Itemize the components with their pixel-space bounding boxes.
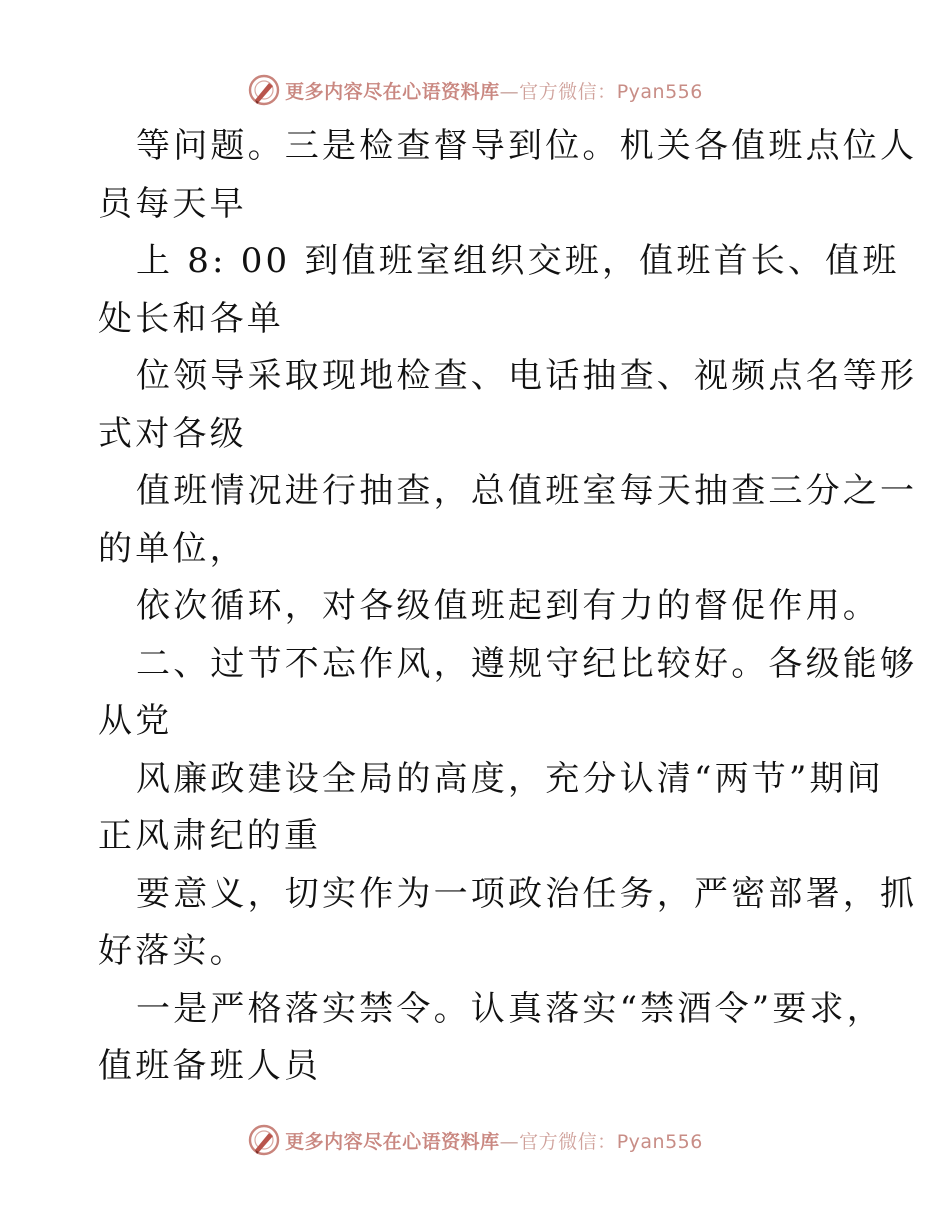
paragraph-line: 从党 (98, 701, 173, 741)
paragraph-7 (98, 751, 884, 866)
watermark-separator: — (499, 1130, 520, 1153)
header-watermark (0, 70, 950, 110)
paragraph-2 (98, 233, 900, 348)
watermark-label: 官方微信： (519, 1130, 617, 1153)
watermark-text (285, 1127, 703, 1154)
watermark-text (285, 77, 703, 104)
paragraph-line: 风廉政建设全局的高度，充分认清“两节”期间 (136, 758, 884, 799)
paragraph-line: 好落实。 (98, 931, 247, 971)
paragraph-line: 正风肃纪的重 (98, 816, 322, 856)
watermark-brand: 更多内容尽在心语资料库 (285, 80, 500, 103)
paragraph-line: 依次循环，对各级值班起到有力的督促作用。 (136, 586, 880, 626)
paragraph-line: 二、过节不忘作风，遵规守纪比较好。各级能够 (136, 643, 918, 684)
pen-logo-icon (247, 73, 281, 107)
paragraph-line: 上 8: 00 到值班室组织交班，值班首长、值班 (136, 241, 900, 281)
paragraph-5 (98, 578, 880, 636)
paragraph-line: 值班情况进行抽查，总值班室每天抽查三分之一 (136, 471, 918, 511)
paragraph-8 (98, 866, 918, 981)
paragraph-4 (98, 463, 918, 578)
paragraph-1 (98, 118, 918, 233)
watermark-account: Pyan556 (616, 80, 703, 103)
paragraph-line: 等问题。三是检查督导到位。机关各值班点位人 (136, 126, 918, 166)
watermark-brand: 更多内容尽在心语资料库 (285, 1130, 500, 1153)
footer-watermark (0, 1120, 950, 1160)
paragraph-line: 处长和各单 (98, 298, 284, 339)
paragraph-line: 员每天早 (98, 183, 247, 224)
watermark-separator: — (499, 80, 520, 103)
paragraph-line: 要意义，切实作为一项政治任务，严密部署，抓 (136, 873, 918, 914)
paragraph-line: 式对各级 (98, 413, 247, 454)
document-body (98, 118, 918, 1096)
paragraph-6 (98, 636, 918, 751)
paragraph-line: 的单位， (98, 528, 247, 569)
pen-logo-icon (247, 1123, 281, 1157)
watermark-label: 官方微信： (519, 80, 617, 103)
paragraph-9 (98, 981, 884, 1096)
paragraph-line: 值班备班人员 (98, 1046, 322, 1086)
paragraph-line: 位领导采取现地检查、电话抽查、视频点名等形 (136, 356, 918, 396)
paragraph-line: 一是严格落实禁令。认真落实“禁酒令”要求， (136, 988, 884, 1029)
paragraph-3 (98, 348, 918, 463)
watermark-account: Pyan556 (616, 1130, 703, 1153)
